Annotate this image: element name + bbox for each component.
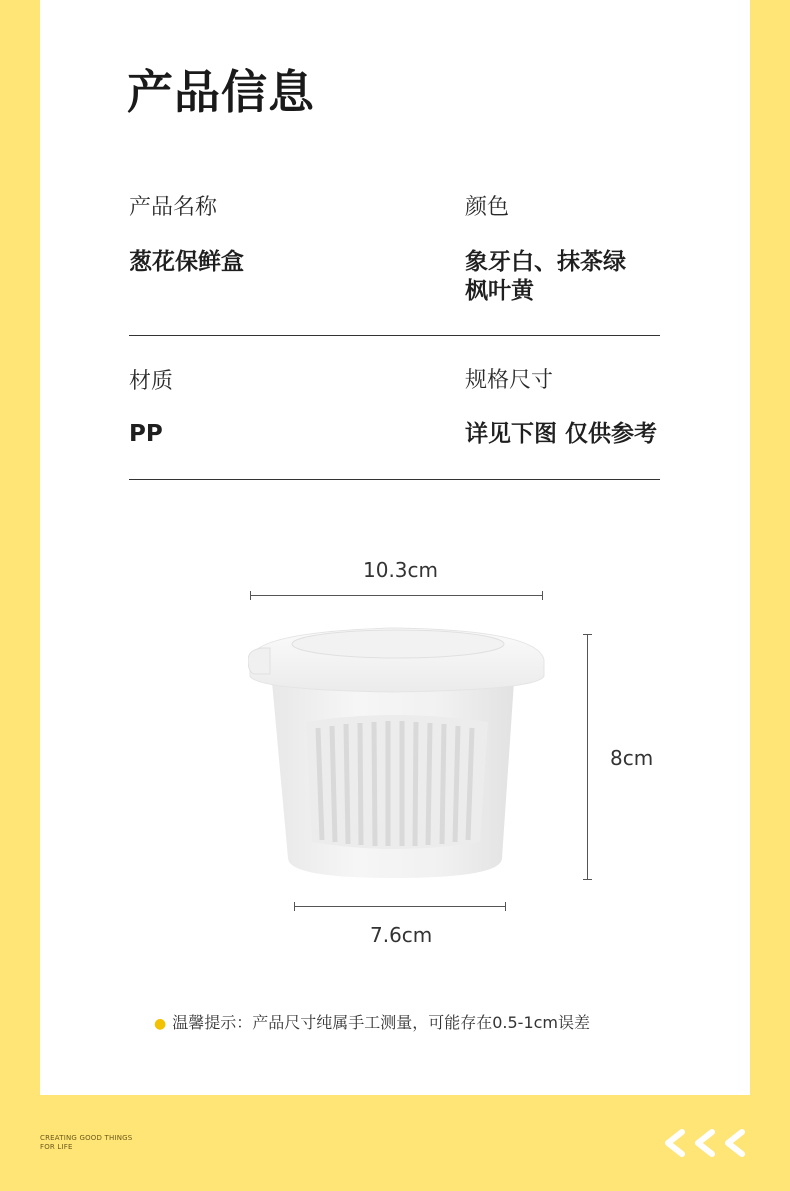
color-label: 颜色	[465, 195, 510, 220]
product-name-label: 产品名称	[129, 195, 218, 220]
divider	[129, 479, 660, 480]
color-value	[465, 248, 626, 306]
height-line	[587, 634, 588, 880]
product-name-value: 葱花保鲜盒	[129, 249, 244, 275]
divider	[129, 335, 660, 336]
storage-box-image	[248, 620, 548, 885]
color-value-line1: 象牙白、抹茶绿	[465, 249, 626, 275]
height-label: 8cm	[610, 746, 654, 770]
size-label: 规格尺寸	[465, 368, 554, 393]
material-value: PP	[129, 421, 163, 447]
material-label: 材质	[129, 369, 174, 394]
measurement-note: ● 温馨提示：产品尺寸纯属手工测量，可能存在0.5-1cm误差	[154, 1013, 591, 1032]
triple-chevron-left-icon	[662, 1128, 750, 1158]
page-title: 产品信息	[127, 65, 315, 119]
size-value: 详见下图 仅供参考	[465, 421, 658, 447]
color-value-line2: 枫叶黄	[465, 278, 534, 304]
top-width-line	[250, 595, 543, 596]
bullet-icon: ●	[154, 1016, 167, 1032]
slogan: CREATING GOOD THINGS FOR LIFE	[40, 1134, 133, 1151]
info-card	[40, 0, 750, 1095]
bottom-width-label: 7.6cm	[370, 923, 433, 947]
bottom-width-line	[294, 906, 506, 907]
top-width-label: 10.3cm	[363, 558, 439, 582]
